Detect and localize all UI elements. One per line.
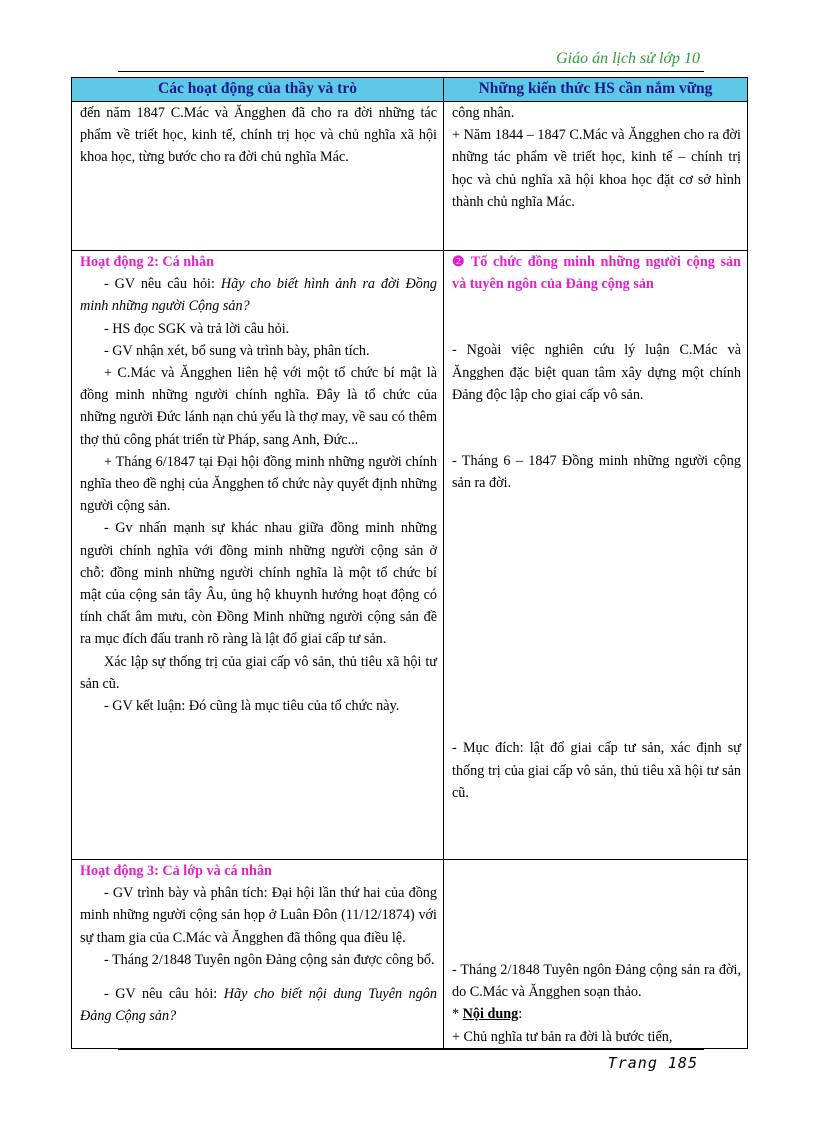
activity-2-heading: Hoạt động 2: Cá nhân (80, 254, 215, 270)
table-row (72, 102, 748, 251)
row1-right-text-2: + Năm 1844 – 1847 C.Mác và Ăngghen cho ra đời những tác phẩm về triết học, kinh tế – chính trị học và chủ nghĩa xã hội khoa học đặt cơ sở hình thành chủ nghĩa Mác. (452, 127, 741, 210)
paragraph: + Chủ nghĩa tư bản ra đời là bước tiến, (452, 1028, 673, 1045)
paragraph: - Tháng 2/1848 Tuyên ngôn Đảng cộng sản ra đời, do C.Mác và Ăngghen soạn thảo. (452, 962, 741, 1001)
page-number: Trang 185 (607, 1054, 698, 1072)
paragraph: - HS đọc SGK và trả lời câu hỏi. (104, 320, 290, 337)
page-header (118, 50, 704, 72)
activity-3-question (80, 983, 437, 1027)
lesson-table (71, 77, 748, 1049)
paragraph: - Mục đích: lật đổ giai cấp tư sản, xác định sự thống trị của giai cấp vô sản, thủ tiêu xã hội tư sản cũ. (452, 740, 741, 801)
question-text: Hãy cho biết hình ảnh ra đời Đồng minh những người Cộng sản? (80, 276, 438, 315)
paragraph: + C.Mác và Ăngghen liên hệ với một tổ chức bí mật là đồng minh những người chính nghĩa. Đây là tổ chức của những người Đức lánh nạn chủ yếu là thợ may, về sau có thêm thợ thủ công phát triển từ Pháp, sang Anh, Đức... (80, 365, 437, 448)
section-2-heading (452, 251, 741, 295)
row3-left-cell (72, 860, 444, 1049)
paragraph: - Tháng 6 – 1847 Đồng minh những người cộng sản ra đời. (452, 453, 741, 492)
content-label-prefix: * (452, 1006, 463, 1023)
page-footer (118, 1049, 704, 1079)
row2-left-cell (72, 251, 444, 860)
row1-left-text: đến năm 1847 C.Mác và Ăngghen đã cho ra đời những tác phẩm về triết học, kinh tế, chính trị học và chủ nghĩa xã hội khoa học, từng bước cho ra đời chủ nghĩa Mác. (80, 105, 437, 166)
paragraph: - Tháng 2/1848 Tuyên ngôn Đảng cộng sản được công bố. (104, 951, 435, 968)
paragraph: + Tháng 6/1847 tại Đại hội đồng minh những người chính nghĩa theo đề nghị của Ăngghen tổ chức này quyết định những người cộng sản. (80, 453, 437, 515)
question-prefix: - GV nêu câu hỏi: (104, 986, 224, 1003)
question-text: Hãy cho biết nội dung Tuyên ngôn Đảng Cộng sản? (80, 986, 437, 1025)
paragraph: - Gv nhấn mạnh sự khác nhau giữa đồng minh những người chính nghĩa với đồng minh những người cộng sản ở chỗ: đồng minh những người chính nghĩa là một tổ chức bí mật của cộng sản tây Âu, ủng hộ khuynh hướng hoạt động có tính chất âm mưu, còn Đồng Minh những người cộng sản đề ra mục đích đấu tranh rõ ràng là lật đổ giai cấp tư sản. (80, 520, 437, 648)
content-label-suffix: : (518, 1006, 523, 1023)
paragraph: - GV trình bày và phân tích: Đại hội lần thứ hai của đồng minh những người cộng sản họp ở Luân Đôn (11/12/1874) với sự tham gia của C.Mác và Ăngghen đã thông qua điều lệ. (80, 885, 437, 946)
document-title: Giáo án lịch sử lớp 10 (556, 50, 700, 67)
paragraph: - GV nhận xét, bổ sung và trình bày, phân tích. (104, 342, 370, 359)
column-header-activities: Các hoạt động của thầy và trò (72, 78, 444, 102)
paragraph: - Ngoài việc nghiên cứu lý luận C.Mác và Ăngghen đặc biệt quan tâm xây dựng một chính Đảng độc lập cho giai cấp vô sản. (452, 342, 741, 403)
question-prefix: - GV nêu câu hỏi: (104, 276, 221, 293)
row2-right-cell (444, 251, 748, 860)
column-header-knowledge: Những kiến thức HS cần nắm vững (444, 78, 748, 102)
row1-right-cell (444, 102, 748, 251)
row3-right-cell (444, 860, 748, 1049)
content-label-line (452, 1003, 741, 1025)
table-row (72, 251, 748, 860)
paragraph: - GV kết luận: Đó cũng là mục tiêu của tổ chức này. (104, 698, 400, 715)
paragraph: Xác lập sự thống trị của giai cấp vô sản, thủ tiêu xã hội tư sản cũ. (80, 653, 437, 692)
numbered-bullet-icon: ❷ (452, 254, 467, 270)
content-label: Nội dung (462, 1006, 519, 1023)
table-row (72, 860, 748, 1049)
row1-left-cell (72, 102, 444, 251)
activity-2-question (80, 273, 437, 317)
activity-3-heading: Hoạt động 3: Cả lớp và cá nhân (80, 863, 272, 879)
row1-right-text-1: công nhân. (452, 105, 515, 121)
table-header-row (72, 78, 748, 102)
section-2-heading-text: Tổ chức đồng minh những người cộng sản và tuyên ngôn của Đảng cộng sản (452, 254, 741, 293)
